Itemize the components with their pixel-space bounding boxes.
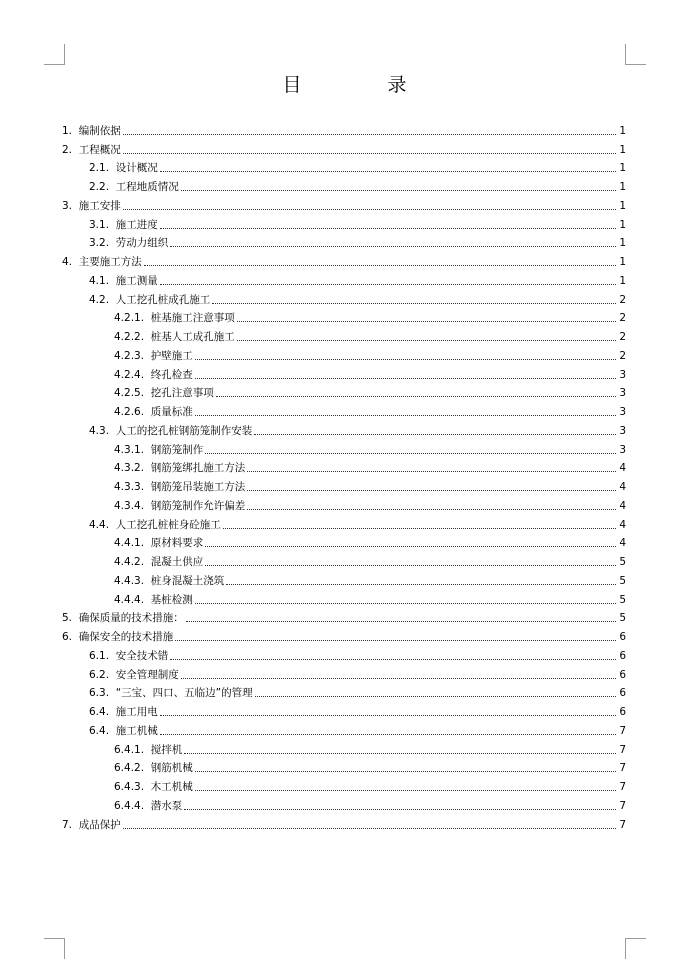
toc-entry-title: 桩基人工成孔施工	[150, 331, 235, 343]
toc-entry-title: 钢筋笼绑扎施工方法	[150, 462, 246, 475]
toc-entry-number: 3.	[62, 199, 73, 212]
toc-entry-title: 施工测量	[115, 274, 158, 287]
toc-entry-number: 6.4.	[89, 724, 110, 737]
toc-leader-dots	[247, 509, 616, 510]
toc-entry[interactable]	[62, 419, 626, 438]
toc-entry-number: 4.2.2.	[114, 331, 145, 343]
toc-leader-dots	[195, 415, 617, 416]
toc-entry-number: 4.2.1.	[114, 312, 145, 325]
toc-entry-title: 护壁施工	[150, 349, 193, 362]
toc-entry-number: 6.3.	[89, 687, 110, 700]
toc-entry-page: 2	[619, 349, 626, 362]
toc-leader-dots	[226, 584, 616, 585]
toc-leader-dots	[170, 659, 616, 660]
toc-entry[interactable]	[62, 550, 626, 569]
toc-entry-number: 4.3.2.	[114, 462, 145, 475]
page-title: 目 录	[282, 74, 447, 96]
toc-entry[interactable]	[62, 757, 626, 776]
toc-entry-title: 钢筋笼制作	[150, 443, 204, 456]
toc-entry[interactable]	[62, 475, 626, 494]
toc-entry-title: 劳动力组织	[115, 237, 169, 250]
toc-entry[interactable]	[62, 438, 626, 457]
toc-leader-dots	[144, 265, 617, 266]
toc-entry-page: 4	[619, 462, 626, 475]
toc-entry-title: 人工的挖孔桩钢筋笼制作安装	[115, 424, 253, 437]
toc-entry[interactable]	[62, 569, 626, 588]
toc-leader-dots	[205, 453, 616, 454]
toc-entry-page: 7	[619, 762, 626, 775]
toc-leader-dots	[254, 434, 616, 435]
toc-entry-title: 潜水泵	[150, 799, 183, 812]
toc-entry-page: 3	[619, 443, 626, 456]
toc-entry-title: 钢筋笼吊装施工方法	[150, 481, 246, 493]
toc-entry-page: 7	[619, 724, 626, 737]
toc-entry-page: 3	[619, 406, 626, 418]
crop-mark-top-left	[44, 44, 65, 65]
toc-entry-page: 6	[619, 631, 626, 643]
toc-leader-dots	[237, 321, 617, 322]
toc-entry-number: 1.	[62, 124, 73, 137]
toc-entry[interactable]	[62, 363, 626, 382]
toc-entry-number: 4.4.4.	[114, 593, 145, 606]
toc-leader-dots	[160, 284, 617, 285]
toc-entry-page: 7	[619, 781, 626, 793]
toc-leader-dots	[195, 378, 617, 379]
toc-entry-page: 1	[619, 274, 626, 287]
toc-leader-dots	[195, 771, 617, 772]
toc-leader-dots	[195, 359, 617, 360]
toc-entry-page: 1	[619, 181, 626, 193]
toc-entry[interactable]	[62, 457, 626, 476]
toc-entry-number: 7.	[62, 818, 73, 831]
toc-entry-number: 6.2.	[89, 668, 110, 681]
toc-entry[interactable]	[62, 400, 626, 419]
toc-entry[interactable]	[62, 625, 626, 644]
toc-entry-title: 原材料要求	[150, 537, 204, 550]
toc-entry[interactable]	[62, 775, 626, 794]
toc-entry-page: 6	[619, 668, 626, 681]
toc-entry-number: 3.2.	[89, 237, 110, 250]
toc-leader-dots	[212, 303, 616, 304]
toc-entry-title: 钢筋机械	[150, 762, 193, 775]
toc-entry-title: 人工挖孔桩成孔施工	[115, 293, 211, 306]
toc-entry-page: 3	[619, 368, 626, 381]
toc-entry-title: 钢筋笼制作允许偏差	[150, 499, 246, 512]
toc-entry-page: 1	[619, 124, 626, 137]
toc-leader-dots	[160, 715, 617, 716]
toc-entry[interactable]	[62, 269, 626, 288]
toc-entry-page: 6	[619, 649, 626, 662]
toc-entry[interactable]	[62, 119, 626, 138]
toc-entry-page: 4	[619, 537, 626, 550]
toc-entry-page: 3	[619, 387, 626, 400]
toc-leader-dots	[123, 153, 617, 154]
toc-entry-page: 4	[619, 481, 626, 493]
toc-leader-dots	[205, 565, 616, 566]
toc-entry[interactable]	[62, 719, 626, 738]
toc-entry[interactable]	[62, 700, 626, 719]
toc-leader-dots	[160, 171, 617, 172]
toc-entry-page: 1	[619, 143, 626, 156]
toc-entry-title: 安全管理制度	[115, 668, 179, 681]
toc-entry-number: 6.4.4.	[114, 799, 145, 812]
table-of-contents	[62, 119, 626, 832]
toc-entry-title: 确保质量的技术措施：	[78, 612, 184, 625]
toc-entry-number: 2.1.	[89, 162, 110, 175]
toc-leader-dots	[247, 490, 616, 491]
toc-entry[interactable]	[62, 532, 626, 551]
toc-entry-number: 4.2.6.	[114, 406, 145, 418]
toc-leader-dots	[181, 678, 617, 679]
toc-leader-dots	[255, 696, 617, 697]
toc-entry-number: 4.3.3.	[114, 481, 145, 493]
toc-entry-title: 质量标准	[150, 406, 193, 418]
toc-entry-title: 施工安排	[78, 199, 121, 212]
toc-entry-title: 施工机械	[115, 724, 158, 737]
toc-entry-number: 2.	[62, 143, 73, 156]
toc-leader-dots	[160, 734, 617, 735]
toc-leader-dots	[186, 621, 617, 622]
toc-entry-number: 4.1.	[89, 274, 110, 287]
toc-entry-title: 成品保护	[78, 818, 121, 831]
toc-leader-dots	[123, 134, 617, 135]
toc-entry-number: 4.3.	[89, 424, 110, 437]
toc-entry-page: 2	[619, 312, 626, 325]
toc-entry[interactable]	[62, 344, 626, 363]
toc-leader-dots	[170, 246, 616, 247]
toc-entry-page: 5	[619, 612, 626, 625]
toc-entry-number: 5.	[62, 612, 73, 625]
toc-entry-number: 2.2.	[89, 181, 110, 193]
crop-mark-bottom-left	[44, 938, 65, 959]
toc-entry-page: 4	[619, 518, 626, 531]
toc-leader-dots	[237, 340, 617, 341]
toc-entry-page: 5	[619, 574, 626, 587]
toc-entry-page: 1	[619, 237, 626, 250]
toc-entry-title: 工程概况	[78, 143, 121, 156]
toc-leader-dots	[247, 471, 616, 472]
toc-entry[interactable]	[62, 663, 626, 682]
toc-entry[interactable]	[62, 588, 626, 607]
toc-entry-page: 6	[619, 687, 626, 700]
toc-entry-page: 2	[619, 293, 626, 306]
toc-leader-dots	[175, 640, 616, 641]
toc-entry-number: 4.4.1.	[114, 537, 145, 550]
toc-entry[interactable]	[62, 813, 626, 832]
toc-entry-page: 7	[619, 799, 626, 812]
toc-leader-dots	[195, 790, 617, 791]
toc-entry-title: 设计概况	[115, 162, 158, 175]
toc-entry-number: 6.4.1.	[114, 743, 145, 756]
toc-entry-number: 6.4.	[89, 706, 110, 718]
toc-entry-title: 挖孔注意事项	[150, 387, 214, 400]
toc-entry-title: “三宝、四口、五临边”的管理	[115, 687, 253, 700]
toc-entry[interactable]	[62, 232, 626, 251]
toc-entry[interactable]	[62, 307, 626, 326]
toc-leader-dots	[184, 809, 616, 810]
toc-entry-page: 5	[619, 556, 626, 568]
toc-entry-number: 4.3.1.	[114, 443, 145, 456]
toc-entry-title: 工程地质情况	[115, 181, 179, 193]
toc-entry-page: 1	[619, 162, 626, 175]
toc-entry[interactable]	[62, 644, 626, 663]
toc-entry-title: 确保安全的技术措施	[78, 631, 174, 643]
toc-entry-title: 基桩检测	[150, 593, 193, 606]
toc-leader-dots	[205, 546, 616, 547]
toc-entry-number: 4.4.2.	[114, 556, 145, 568]
toc-entry-number: 4.2.4.	[114, 368, 145, 381]
toc-entry[interactable]	[62, 738, 626, 757]
toc-entry[interactable]	[62, 325, 626, 344]
toc-entry-number: 6.	[62, 631, 73, 643]
toc-entry-number: 4.3.4.	[114, 499, 145, 512]
toc-entry-title: 安全技术错	[115, 649, 169, 662]
toc-leader-dots	[184, 753, 616, 754]
toc-entry[interactable]	[62, 682, 626, 701]
toc-entry[interactable]	[62, 157, 626, 176]
toc-entry[interactable]	[62, 607, 626, 626]
toc-entry[interactable]	[62, 494, 626, 513]
toc-entry-number: 4.4.3.	[114, 574, 145, 587]
toc-entry-number: 6.4.3.	[114, 781, 145, 793]
toc-entry-number: 6.1.	[89, 649, 110, 662]
toc-entry-page: 1	[619, 256, 626, 268]
toc-leader-dots	[195, 603, 617, 604]
toc-entry[interactable]	[62, 382, 626, 401]
toc-entry[interactable]	[62, 513, 626, 532]
toc-entry-page: 5	[619, 593, 626, 606]
toc-entry-page: 1	[619, 199, 626, 212]
toc-entry-page: 3	[619, 424, 626, 437]
toc-entry-title: 混凝土供应	[150, 556, 204, 568]
toc-entry-title: 人工挖孔桩桩身砼施工	[115, 518, 221, 531]
toc-entry-title: 桩基施工注意事项	[150, 312, 235, 325]
toc-leader-dots	[223, 528, 617, 529]
crop-mark-top-right	[625, 44, 646, 65]
toc-entry-title: 桩身混凝土浇筑	[150, 574, 225, 587]
toc-entry-title: 搅拌机	[150, 743, 183, 756]
toc-leader-dots	[123, 209, 617, 210]
toc-entry-number: 4.2.5.	[114, 387, 145, 400]
toc-entry-number: 4.	[62, 256, 73, 268]
toc-entry-page: 1	[619, 218, 626, 231]
toc-entry-number: 6.4.2.	[114, 762, 145, 775]
toc-entry-page: 4	[619, 499, 626, 512]
toc-leader-dots	[123, 828, 617, 829]
toc-entry-number: 4.2.3.	[114, 349, 145, 362]
toc-leader-dots	[216, 396, 617, 397]
toc-entry-page: 6	[619, 706, 626, 718]
toc-entry-page: 2	[619, 331, 626, 343]
toc-entry[interactable]	[62, 288, 626, 307]
toc-entry-page: 7	[619, 743, 626, 756]
toc-entry[interactable]	[62, 213, 626, 232]
toc-entry-number: 4.4.	[89, 518, 110, 531]
toc-leader-dots	[160, 228, 617, 229]
crop-mark-bottom-right	[625, 938, 646, 959]
toc-leader-dots	[181, 190, 617, 191]
toc-entry-title: 施工用电	[115, 706, 158, 718]
toc-entry-title: 木工机械	[150, 781, 193, 793]
toc-entry-title: 施工进度	[115, 218, 158, 231]
toc-entry[interactable]	[62, 194, 626, 213]
toc-entry-title: 终孔检查	[150, 368, 193, 381]
toc-entry-page: 7	[619, 818, 626, 831]
toc-entry-title: 编制依据	[78, 124, 121, 137]
toc-entry[interactable]	[62, 250, 626, 269]
toc-entry[interactable]	[62, 794, 626, 813]
toc-entry-number: 3.1.	[89, 218, 110, 231]
toc-entry-number: 4.2.	[89, 293, 110, 306]
toc-entry[interactable]	[62, 175, 626, 194]
toc-entry-title: 主要施工方法	[78, 256, 142, 268]
toc-entry[interactable]	[62, 138, 626, 157]
